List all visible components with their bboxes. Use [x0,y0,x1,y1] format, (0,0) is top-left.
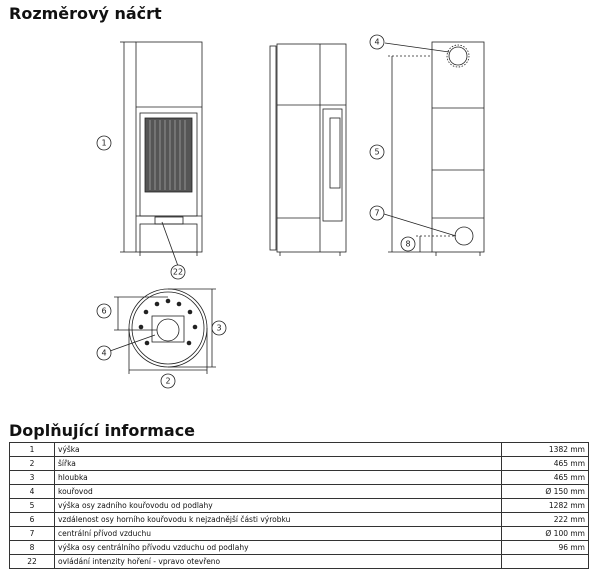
callout-label: 4 [374,37,380,47]
row-label: kouřovod [55,485,502,499]
row-label: výška osy zadního kouřovodu od podlahy [55,499,502,513]
callout-label: 6 [101,306,107,316]
row-value [502,555,589,569]
info-heading: Doplňující informace [9,421,196,440]
row-value: 465 mm [502,457,589,471]
callout-label: 7 [374,208,380,218]
rear-view [384,42,484,256]
table-row [10,457,589,471]
front-view [120,42,202,266]
callout-label: 8 [405,239,411,249]
table-row [10,513,589,527]
callout-label: 1 [101,138,107,148]
row-label: hloubka [55,471,502,485]
info-table [9,442,589,569]
side-view [270,44,346,256]
row-label: centrální přívod vzduchu [55,527,502,541]
table-row [10,485,589,499]
row-number: 2 [10,457,55,471]
sketch-heading: Rozměrový náčrt [9,4,162,23]
row-label: šířka [55,457,502,471]
top-view [110,289,216,374]
callout-label: 5 [374,147,380,157]
row-number: 7 [10,527,55,541]
row-number: 4 [10,485,55,499]
row-value: 96 mm [502,541,589,555]
table-row [10,541,589,555]
row-label: ovládání intenzity hoření - vpravo otevřeno [55,555,502,569]
table-row [10,471,589,485]
callout-label: 22 [172,267,184,277]
row-number: 6 [10,513,55,527]
row-number: 5 [10,499,55,513]
callout-label: 3 [216,323,222,333]
row-value: 222 mm [502,513,589,527]
callout-label: 4 [101,348,107,358]
row-number: 3 [10,471,55,485]
row-value: 1282 mm [502,499,589,513]
callout-label: 2 [165,376,171,386]
row-value: 1382 mm [502,443,589,457]
row-label: výška osy centrálního přívodu vzduchu od podlahy [55,541,502,555]
row-value: Ø 150 mm [502,485,589,499]
row-value: Ø 100 mm [502,527,589,541]
row-value: 465 mm [502,471,589,485]
row-label: výška [55,443,502,457]
table-row [10,555,589,569]
table-row [10,443,589,457]
row-number: 1 [10,443,55,457]
row-number: 8 [10,541,55,555]
row-number: 22 [10,555,55,569]
row-label: vzdálenost osy horního kouřovodu k nejzadnější části výrobku [55,513,502,527]
table-row [10,527,589,541]
table-row [10,499,589,513]
